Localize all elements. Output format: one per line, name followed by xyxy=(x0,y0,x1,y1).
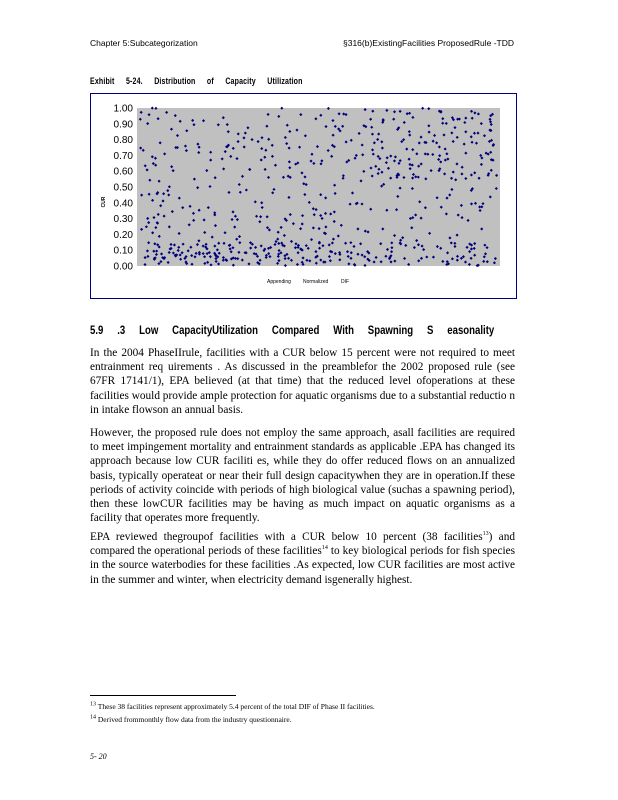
y-tick-label: 0.60 xyxy=(113,166,133,178)
scatter-chart xyxy=(91,94,516,298)
running-header-section: §316(b)ExistingFacilities ProposedRule -TDD xyxy=(343,38,515,48)
footnote-divider xyxy=(90,695,236,696)
y-tick-label: 0.00 xyxy=(113,261,133,273)
chart-frame xyxy=(90,93,517,299)
exhibit-title: Exhibit 5-24. Distribution of Capacity Utilization xyxy=(90,76,303,86)
y-tick-label: 0.20 xyxy=(113,229,133,241)
running-header-chapter: Chapter 5:Subcategorization xyxy=(90,38,198,48)
paragraph-3 xyxy=(90,530,515,587)
footnote-mark: 13 xyxy=(90,701,96,708)
y-tick-label: 0.40 xyxy=(113,198,133,210)
paragraph-3-part-3: to key biological periods for fish species in the source waterbodies for these facilities .As expected, low CUR facilities are most active in the summer and winter, when electricity demand isgenerally highest. xyxy=(90,545,516,586)
footnote-ref-14[interactable]: 14 xyxy=(321,545,328,552)
y-tick-label: 0.90 xyxy=(113,119,133,131)
legend-entry: Normalized xyxy=(303,279,329,285)
y-tick-label: 0.10 xyxy=(113,245,133,257)
y-tick-label: 0.70 xyxy=(113,150,133,162)
y-tick-label: 0.50 xyxy=(113,182,133,194)
y-axis-label: CUR xyxy=(101,196,107,208)
footnote-text: Derived frommonthly flow data from the industry questionnaire. xyxy=(97,715,292,724)
paragraph-3-part-1: EPA reviewed thegroupof facilities with a CUR below 10 percent (38 facilities xyxy=(90,531,483,543)
footnote-ref-13[interactable]: 13 xyxy=(482,531,489,538)
y-tick-label: 1.00 xyxy=(113,103,133,115)
y-tick-label: 0.80 xyxy=(113,135,133,147)
page-number: 5- 20 xyxy=(90,752,107,761)
footnote-14 xyxy=(90,715,520,724)
legend-entry: Appending xyxy=(267,279,291,285)
footnote-13 xyxy=(90,702,520,711)
footnote-mark: 14 xyxy=(90,714,96,721)
legend-entry: DIF xyxy=(341,279,350,285)
footnote-text: These 38 facilities represent approximately 5.4 percent of the total DIF of Phase II facilities. xyxy=(97,702,375,711)
paragraph-2: However, the proposed rule does not employ the same approach, asall facilities are required to meet impingement mortality and entrainment standards as applicable .EPA has changed its approach because low CUR faciliti es, while they do offer reduced flows on an annualized basis, typically operateat or near their full design capacitywhen they are in operation.If these periods of activity coincide with periods of high biological value (suchas a spawning period), then these lowCUR facilities may be having as much impact on aquatic organisms as a facility that operates more frequently. xyxy=(90,427,515,525)
paragraph-3-part-2: ) and compared the operational periods of these facilities xyxy=(90,531,515,558)
paragraph-1: In the 2004 PhaseIIrule, facilities with a CUR below 15 percent were not required to meet entrainment req uirements . As discussed in the preamblefor the 2002 proposed rule (see 67FR 17141/1), EPA believed (at that time) that the reduced level ofoperations at these facilities would provide ample protection for aquatic organisms due to a substantial reductio n in intake flowson an annual basis. xyxy=(90,347,515,416)
y-tick-label: 0.30 xyxy=(113,214,133,226)
section-title: 5.9 .3 Low CapacityUtilization Compared With Spawning S easonality xyxy=(90,323,495,337)
